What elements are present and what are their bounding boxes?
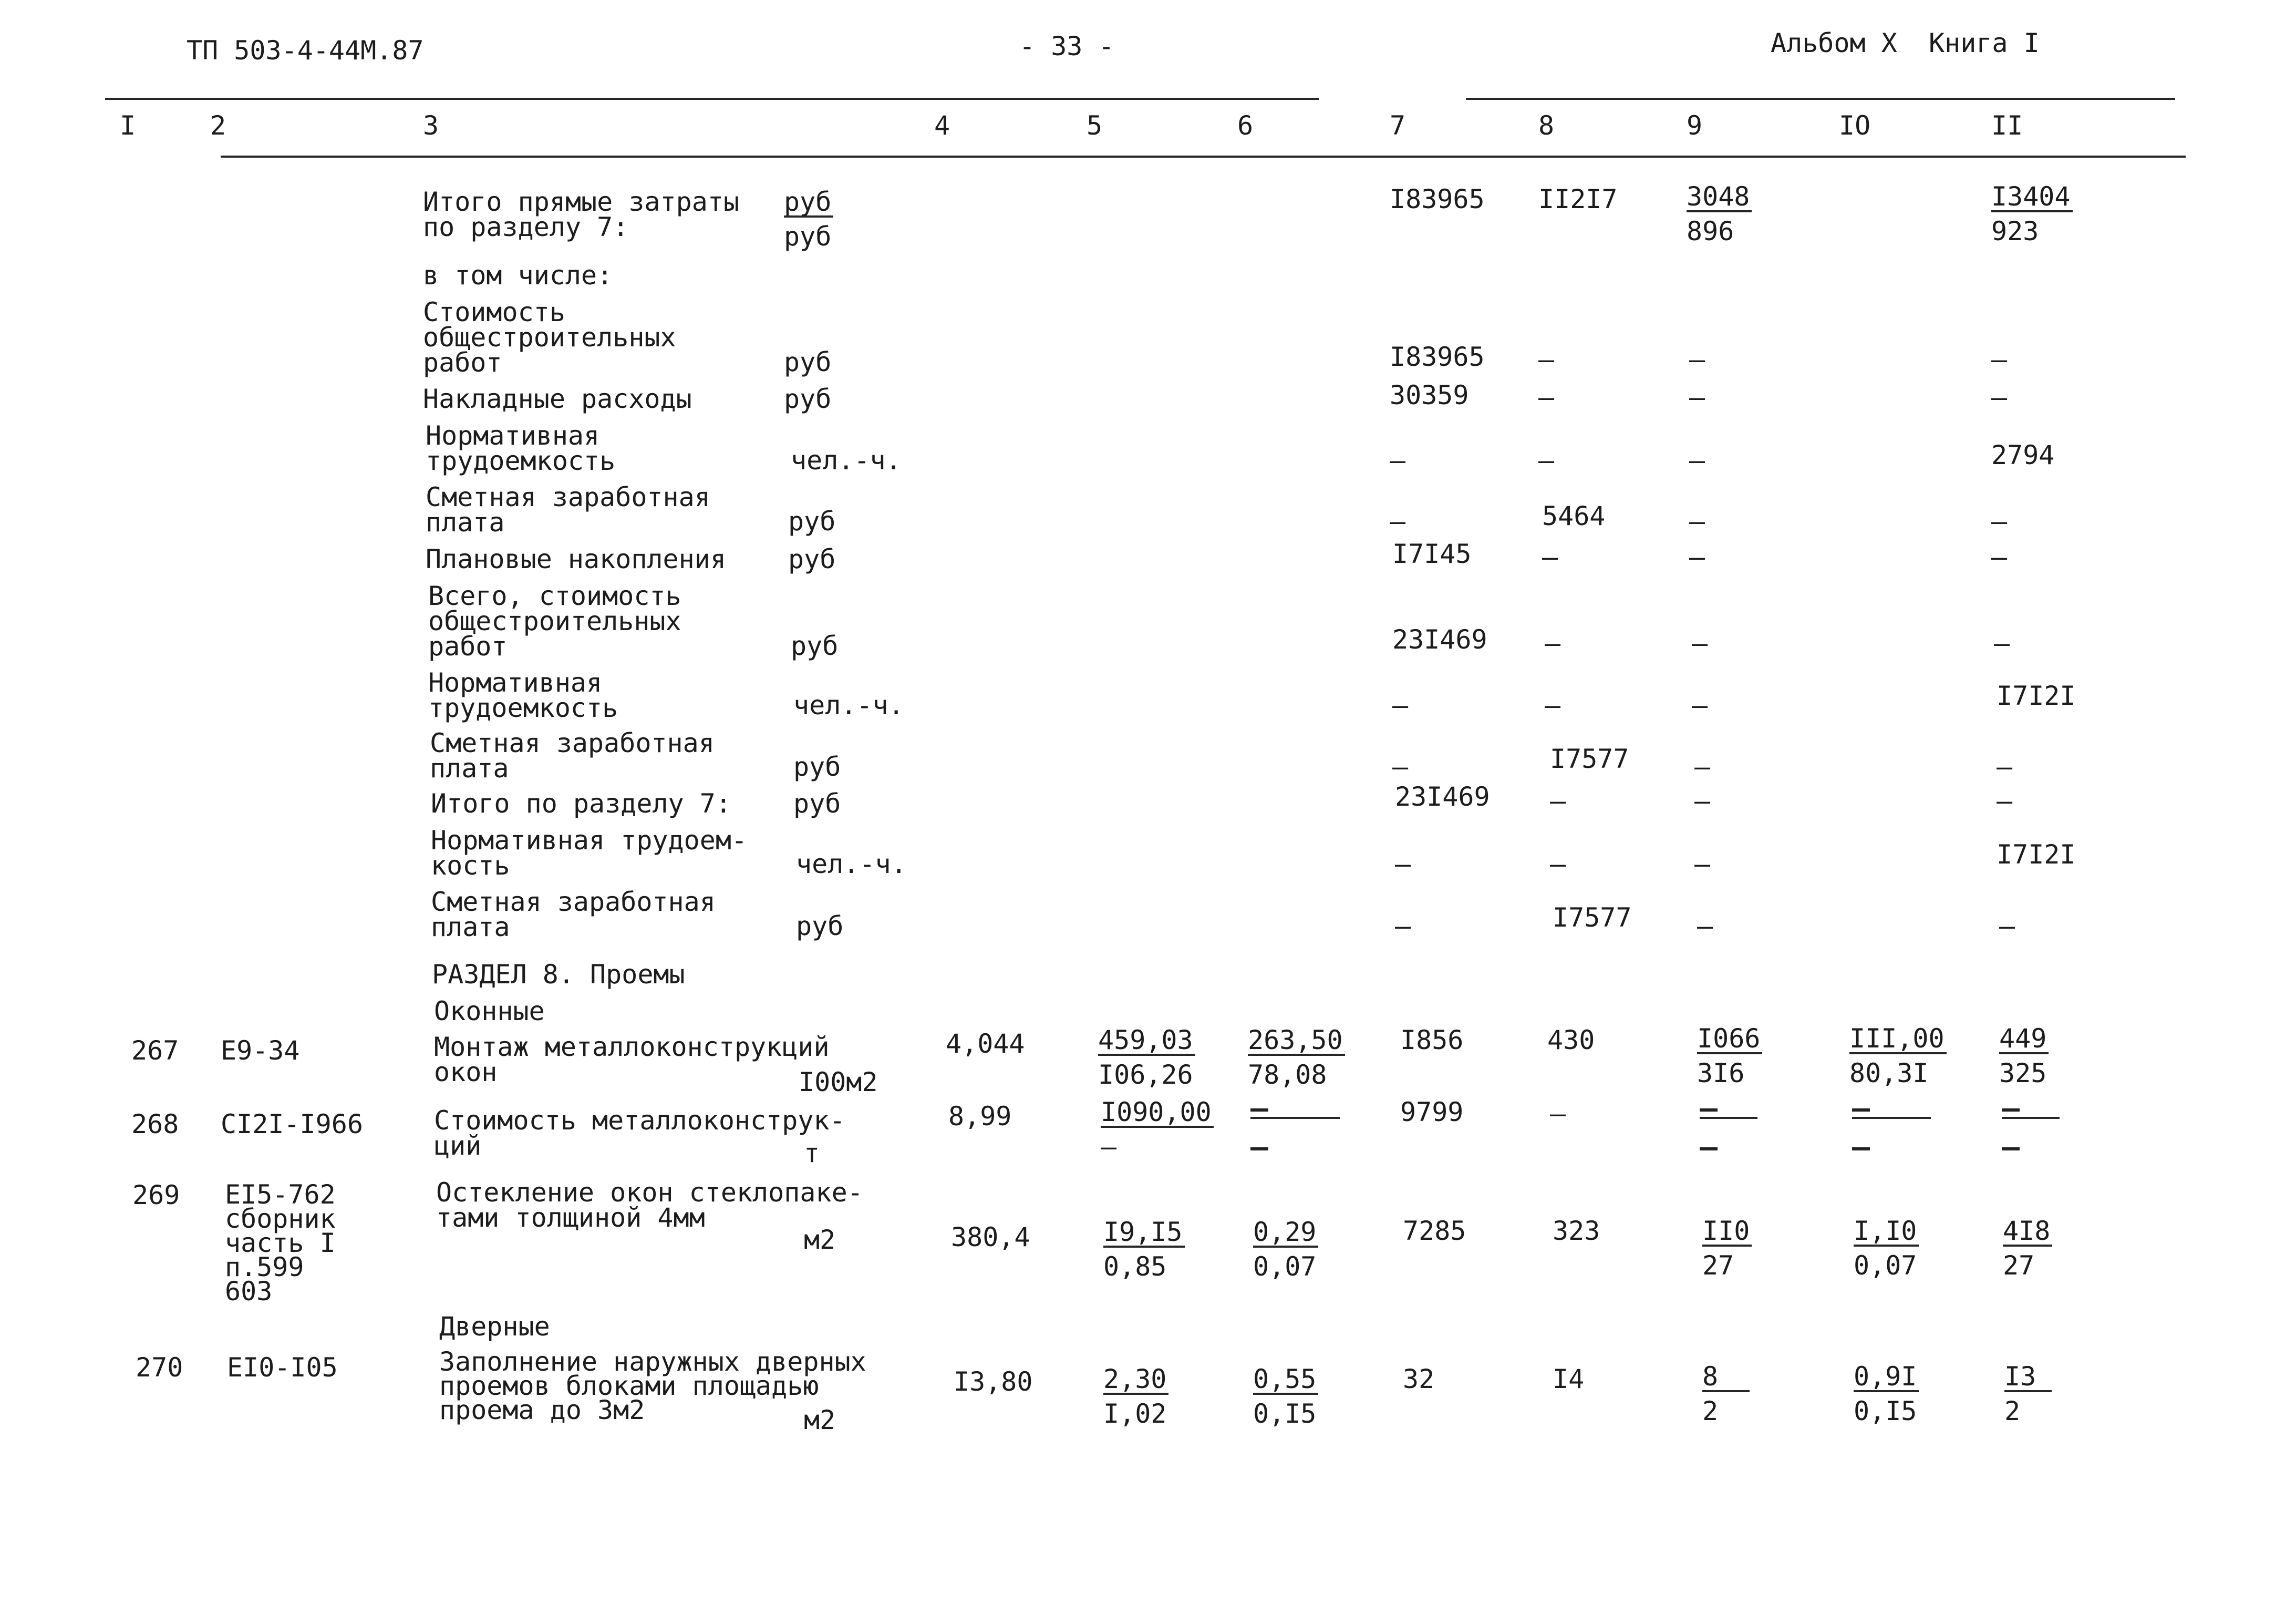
summary-row-c7: 23I469 — [1395, 782, 1490, 812]
item-c11-bottom: 27 — [2003, 1250, 2035, 1281]
item-c6 — [1248, 1025, 1345, 1090]
item-c10-top: I,I0 — [1854, 1218, 1919, 1247]
item-c8: 323 — [1553, 1216, 1600, 1246]
summary-row-c8: I7577 — [1553, 902, 1632, 933]
summary-row-c11: 2794 — [1991, 440, 2055, 470]
item-c7: 9799 — [1400, 1097, 1464, 1127]
summary-row-c8: – — [1538, 445, 1555, 476]
summary-row-c11: – — [1991, 542, 2008, 572]
dash-mark — [2002, 1108, 2020, 1112]
item-c9-top: 8 — [1702, 1364, 1750, 1392]
item-code: CI2I-I966 — [221, 1109, 363, 1139]
item-c7: 7285 — [1403, 1216, 1466, 1246]
item-c11-top: I3 — [2004, 1364, 2052, 1392]
item-c11 — [1999, 1023, 2049, 1088]
item-quantity: I3,80 — [954, 1366, 1033, 1397]
summary-row-c9: – — [1689, 542, 1705, 572]
summary-row-label: Сметная заработная плата — [430, 728, 715, 784]
total-direct-c11 — [1991, 181, 2073, 246]
column-header-3: 3 — [423, 110, 439, 141]
item-c5-bottom: 0,85 — [1103, 1251, 1167, 1282]
fraction-rule — [2002, 1117, 2060, 1119]
summary-row-c7: – — [1392, 752, 1409, 782]
summary-row-label: Всего, стоимость общестроительных работ — [428, 581, 681, 662]
summary-row-c9: – — [1694, 786, 1711, 816]
item-c6-top: 263,50 — [1248, 1027, 1345, 1056]
item-c7: I856 — [1400, 1025, 1464, 1055]
item-quantity: 8,99 — [948, 1101, 1012, 1132]
total-direct-c9-bottom: 896 — [1687, 216, 1734, 246]
item-number: 269 — [132, 1180, 180, 1210]
summary-row-c7: – — [1390, 445, 1406, 476]
dash-mark — [1700, 1108, 1718, 1112]
total-direct-unit-top: руб — [784, 189, 833, 218]
summary-row-label: Плановые накопления — [426, 544, 726, 574]
item-c5 — [1098, 1025, 1195, 1090]
section-8-title: РАЗДЕЛ 8. Проемы — [432, 959, 685, 990]
item-c5-top: I090,00 — [1101, 1099, 1214, 1128]
item-c11-top: 449 — [1999, 1026, 2049, 1054]
total-direct-c9-top: 3048 — [1687, 184, 1752, 212]
column-header-8: 8 — [1538, 110, 1555, 141]
summary-row-unit: руб — [793, 788, 841, 819]
item-name: Монтаж металлоконструкций окон — [434, 1032, 830, 1087]
item-c5-bottom: I06,26 — [1098, 1060, 1193, 1090]
item-code: EI0-I05 — [227, 1352, 338, 1383]
item-name: Заполнение наружных дверных проемов блоками площадью проема до 3м2 — [439, 1346, 866, 1425]
summary-row-c7: I7I45 — [1392, 539, 1472, 569]
summary-row-label: Нормативная трудоем- кость — [431, 825, 748, 881]
item-c8: I4 — [1553, 1364, 1585, 1394]
summary-row-label: Накладные расходы — [423, 384, 692, 414]
summary-row-c11: – — [1997, 786, 2013, 816]
total-direct-unit-bottom: руб — [784, 221, 832, 252]
dash-mark — [1250, 1147, 1268, 1150]
summary-row-unit: руб — [793, 752, 841, 782]
column-header-6: 6 — [1237, 110, 1254, 141]
summary-row-c9: – — [1697, 911, 1713, 941]
item-c5 — [1103, 1217, 1185, 1282]
summary-row-label: Нормативная трудоемкость — [428, 667, 618, 723]
item-code: EI5-762 сборник часть I п.599 603 — [225, 1179, 336, 1307]
document-code: ТП 503-4-44М.87 — [187, 35, 424, 66]
item-c6-bottom: 0,07 — [1253, 1251, 1317, 1282]
summary-row-c8: – — [1538, 344, 1555, 375]
item-c5-bottom: I,02 — [1103, 1399, 1167, 1429]
column-header-7: 7 — [1390, 110, 1406, 141]
summary-row-unit: чел.-ч. — [793, 690, 904, 721]
summary-row-c9: – — [1689, 506, 1705, 537]
summary-row-c7: – — [1395, 911, 1411, 941]
item-code: E9-34 — [221, 1035, 300, 1066]
summary-row-c11: – — [1999, 911, 2015, 941]
summary-row-c7: – — [1395, 849, 1411, 879]
item-c6 — [1253, 1364, 1318, 1429]
item-c11-bottom: 325 — [1999, 1058, 2047, 1088]
item-c10 — [1849, 1023, 1947, 1088]
item-c9-empty — [1700, 1101, 1757, 1119]
item-c6-top: 0,29 — [1253, 1219, 1318, 1248]
total-direct-unit — [784, 187, 833, 252]
summary-row-unit: руб — [784, 384, 832, 414]
summary-row-label: Стоимость общестроительных работ — [423, 297, 676, 378]
item-c9 — [1702, 1361, 1750, 1426]
item-c10-top: 0,9I — [1854, 1364, 1919, 1392]
item-unit: I00м2 — [799, 1067, 878, 1097]
item-c5 — [1103, 1364, 1168, 1429]
total-direct-c11-top: I3404 — [1991, 184, 2073, 212]
summary-row-c11: – — [1994, 628, 2010, 659]
total-direct-label: Итого прямые затраты по разделу 7: — [423, 187, 740, 242]
item-c11 — [2003, 1216, 2052, 1281]
fraction-rule — [1700, 1117, 1757, 1119]
item-c6-top: 0,55 — [1253, 1366, 1318, 1395]
column-header-1: I — [120, 110, 136, 141]
item-c10 — [1854, 1361, 1919, 1426]
item-c5-top: I9,I5 — [1103, 1219, 1185, 1248]
item-quantity: 4,044 — [946, 1029, 1025, 1059]
item-c9-bottom: 2 — [1702, 1396, 1719, 1426]
item-c9-top: II0 — [1702, 1218, 1752, 1247]
item-c10-top: III,00 — [1849, 1026, 1947, 1054]
item-c5-top: 459,03 — [1098, 1027, 1195, 1056]
item-c9-bottom: 27 — [1702, 1250, 1734, 1281]
summary-row-c8: – — [1538, 382, 1555, 413]
summary-row-c8: – — [1550, 849, 1566, 879]
summary-row-c8: – — [1550, 786, 1566, 816]
header-rule-left — [105, 98, 1319, 100]
column-header-9: 9 — [1687, 110, 1703, 141]
column-header-rule — [221, 156, 2186, 158]
summary-row-c8: – — [1542, 542, 1558, 572]
summary-row-unit: чел.-ч. — [791, 445, 902, 476]
column-header-5: 5 — [1087, 110, 1103, 141]
item-c10-bottom: 0,I5 — [1854, 1396, 1917, 1426]
item-name: Стоимость металлоконструк- ций — [434, 1105, 845, 1161]
summary-row-c7: – — [1390, 506, 1406, 537]
summary-row-c8: I7577 — [1550, 744, 1629, 774]
item-c10-bottom: 0,07 — [1854, 1250, 1917, 1281]
summary-row-c9: – — [1694, 849, 1711, 879]
summary-row-c7: I83965 — [1390, 342, 1485, 372]
summary-row-c9: – — [1689, 344, 1705, 375]
summary-row-c9: – — [1692, 690, 1708, 721]
header-rule-right — [1466, 98, 2175, 100]
item-c11-top: 4I8 — [2003, 1218, 2052, 1247]
doors-subheading: Дверные — [439, 1311, 550, 1342]
summary-row-c9: – — [1694, 752, 1711, 782]
summary-row-c11: – — [1991, 344, 2008, 375]
item-c11-bottom: 2 — [2004, 1396, 2021, 1426]
item-unit: м2 — [804, 1405, 836, 1435]
item-number: 268 — [131, 1109, 179, 1139]
summary-row-c11: – — [1997, 752, 2013, 782]
column-header-2: 2 — [210, 110, 226, 141]
item-c6-bottom: 78,08 — [1248, 1060, 1327, 1090]
summary-row-unit: руб — [796, 911, 844, 941]
page-number: - 33 - — [1019, 31, 1114, 61]
summary-row-c11: – — [1991, 382, 2008, 413]
item-name: Остекление окон стеклопаке- тами толщиной 4мм — [436, 1177, 863, 1233]
summary-row-c9: – — [1689, 382, 1705, 413]
item-unit: т — [804, 1138, 820, 1168]
summary-row-c11: – — [1991, 506, 2008, 537]
item-c11-empty — [2002, 1101, 2060, 1119]
item-c8: – — [1550, 1098, 1566, 1129]
dash-mark — [1250, 1108, 1268, 1112]
item-c6-empty — [1250, 1101, 1308, 1119]
column-header-10: IO — [1839, 110, 1871, 141]
column-header-4: 4 — [934, 110, 950, 141]
item-c6-bottom: 0,I5 — [1253, 1399, 1317, 1429]
item-c8: 430 — [1547, 1025, 1595, 1055]
item-c10-bottom: 80,3I — [1849, 1058, 1929, 1088]
item-c10 — [1854, 1216, 1919, 1281]
summary-row-c7: 30359 — [1390, 380, 1469, 410]
total-direct-c11-bottom: 923 — [1991, 216, 2039, 246]
total-direct-c7: I83965 — [1390, 184, 1485, 214]
item-c11 — [2004, 1361, 2052, 1426]
item-c9-bottom: 3I6 — [1697, 1058, 1745, 1088]
item-c9 — [1697, 1023, 1762, 1088]
total-direct-c8: II2I7 — [1538, 184, 1618, 214]
windows-subheading: Оконные — [434, 996, 545, 1026]
dash-mark — [1852, 1147, 1870, 1150]
item-c10-empty — [1852, 1101, 1910, 1119]
summary-row-c8: – — [1545, 628, 1561, 659]
summary-row-c11: I7I2I — [1997, 681, 2076, 711]
summary-row-unit: руб — [788, 506, 836, 537]
item-unit: м2 — [804, 1225, 836, 1255]
fraction-rule — [1852, 1117, 1931, 1119]
item-quantity: 380,4 — [951, 1222, 1030, 1252]
item-c6 — [1253, 1217, 1318, 1282]
summary-row-label: Нормативная трудоемкость — [426, 420, 616, 476]
item-number: 270 — [136, 1352, 183, 1383]
summary-row-c9: – — [1692, 628, 1708, 659]
including-label: в том числе: — [423, 260, 613, 291]
item-c5-bottom: – — [1101, 1132, 1117, 1162]
item-number: 267 — [131, 1035, 179, 1066]
dash-mark — [1852, 1108, 1870, 1112]
summary-row-label: Итого по разделу 7: — [431, 788, 731, 819]
summary-row-unit: руб — [784, 347, 832, 377]
column-header-11: II — [1991, 110, 2023, 141]
summary-row-unit: чел.-ч. — [796, 849, 907, 879]
summary-row-c11: I7I2I — [1997, 839, 2076, 870]
summary-row-label: Сметная заработная плата — [431, 887, 716, 942]
summary-row-unit: руб — [791, 631, 839, 661]
summary-row-c8: 5464 — [1542, 501, 1606, 531]
dash-mark — [2002, 1147, 2020, 1150]
fraction-rule — [1250, 1117, 1340, 1119]
item-c9-top: I066 — [1697, 1026, 1762, 1054]
summary-row-c8: – — [1545, 690, 1561, 721]
total-direct-c9 — [1687, 181, 1752, 246]
dash-mark — [1700, 1147, 1718, 1150]
item-c7: 32 — [1403, 1364, 1435, 1394]
summary-row-c7: 23I469 — [1392, 624, 1487, 655]
summary-row-c7: – — [1392, 690, 1409, 721]
item-c9 — [1702, 1216, 1752, 1281]
summary-row-label: Сметная заработная плата — [426, 482, 710, 538]
summary-row-c9: – — [1689, 445, 1705, 476]
item-c5-top: 2,30 — [1103, 1366, 1168, 1395]
summary-row-unit: руб — [788, 544, 836, 574]
album-reference: Альбом X Книга I — [1771, 28, 2040, 58]
item-c5 — [1101, 1097, 1214, 1162]
